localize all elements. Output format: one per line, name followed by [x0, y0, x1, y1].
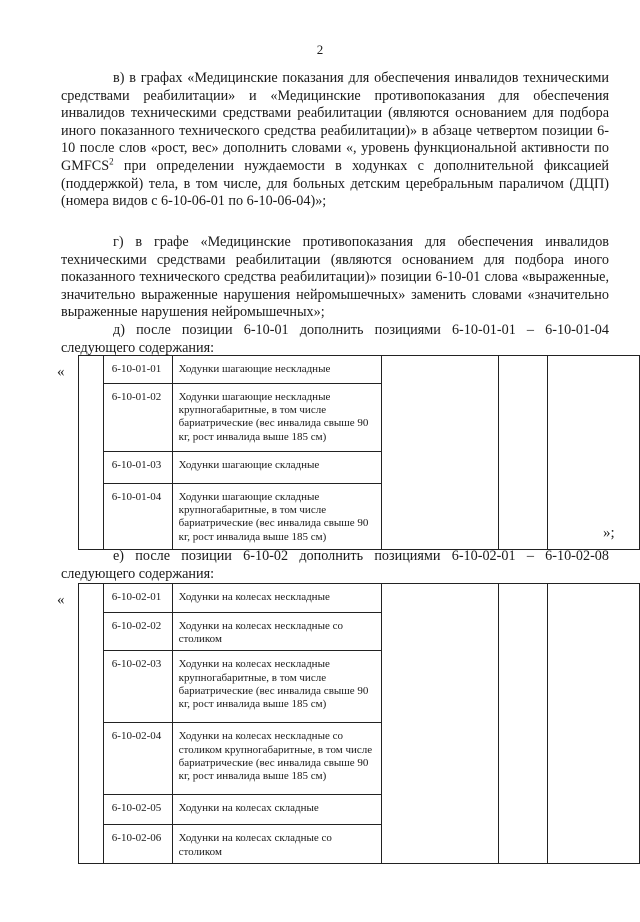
position-code: 6-10-01-04 — [103, 484, 172, 550]
contraindications-cell — [498, 584, 548, 864]
open-quote-1: « — [57, 364, 65, 380]
indications-cell — [381, 356, 498, 550]
indications-cell — [381, 584, 498, 864]
position-name: Ходунки шагающие нескладные крупногабаритные, в том числе бариатрические (вес инвалида свыше 90 кг, рост инвалида выше 185 см) — [172, 384, 381, 452]
position-code: 6-10-02-06 — [103, 825, 172, 863]
position-name: Ходунки на колесах складные — [172, 795, 381, 825]
paragraph-d: д) после позиции 6-10-01 дополнить позициями 6-10-01-01 – 6-10-01-04 следующего содержания: — [61, 322, 609, 356]
position-name: Ходунки на колесах нескладные со столиком крупногабаритные, в том числе бариатрические (вес инвалида свыше 90 кг, рост инвалида выше 185 см) — [172, 723, 381, 795]
paragraph-v: в) в графах «Медицинские показания для обеспечения инвалидов техническими средствами реабилитации» и «Медицинские противопоказания для обеспечения инвалидов техническими средствами реабилитации (являются основанием для подбора иного показанного технического средства реабилитации)» в абзаце четвертом позиции 6-10 после слов «рост, вес» дополнить словами «, уровень функциональной активности по GMFCS$^2$ при определении нуждаемости в ходунках с дополнительной фиксацией (поддержкой) тела, в том числе, для больных детским церебральным параличом (ДЦП) (номера видов с 6-10-06-01 по 6-10-06-04)»; — [61, 70, 609, 210]
position-code: 6-10-02-02 — [103, 613, 172, 651]
contraindications-cell — [498, 356, 548, 550]
blank-cell — [79, 356, 104, 550]
table-row — [79, 356, 640, 384]
position-name: Ходунки шагающие складные — [172, 452, 381, 484]
table-row — [79, 584, 640, 613]
position-code: 6-10-02-04 — [103, 723, 172, 795]
paragraph-g: г) в графе «Медицинские противопоказания для обеспечения инвалидов техническими средствами реабилитации (являются основанием для подбора иного показанного технического средства реабилитации)» позиции 6-10-01 слова «выраженные, значительно выраженные нарушения нейромышечных» заменить словами «значительно выраженные нарушения нейромышечных»; — [61, 234, 609, 321]
page-number: 2 — [316, 42, 324, 57]
table-positions-6-10-01 — [78, 355, 640, 550]
position-code: 6-10-01-03 — [103, 452, 172, 484]
position-name: Ходунки шагающие складные крупногабаритные, в том числе бариатрические (вес инвалида свыше 90 кг, рост инвалида выше 185 см) — [172, 484, 381, 550]
position-code: 6-10-01-01 — [103, 356, 172, 384]
position-code: 6-10-02-01 — [103, 584, 172, 613]
position-code: 6-10-02-03 — [103, 651, 172, 723]
close-quote-1: »; — [603, 525, 615, 541]
paragraph-e: е) после позиции 6-10-02 дополнить позициями 6-10-02-01 – 6-10-02-08 следующего содержания: — [61, 548, 609, 582]
notes-cell — [548, 584, 640, 864]
blank-cell — [79, 584, 104, 864]
open-quote-2: « — [57, 592, 65, 608]
table-positions-6-10-02 — [78, 583, 640, 864]
position-name: Ходунки на колесах нескладные крупногабаритные, в том числе бариатрические (вес инвалида свыше 90 кг, рост инвалида выше 185 см) — [172, 651, 381, 723]
position-name: Ходунки на колесах складные со столиком — [172, 825, 381, 863]
position-name: Ходунки шагающие нескладные — [172, 356, 381, 384]
footnote-ref: 2 — [109, 156, 114, 167]
notes-cell — [548, 356, 640, 550]
position-name: Ходунки на колесах нескладные со столиком — [172, 613, 381, 651]
position-code: 6-10-02-05 — [103, 795, 172, 825]
position-code: 6-10-01-02 — [103, 384, 172, 452]
position-name: Ходунки на колесах нескладные — [172, 584, 381, 613]
